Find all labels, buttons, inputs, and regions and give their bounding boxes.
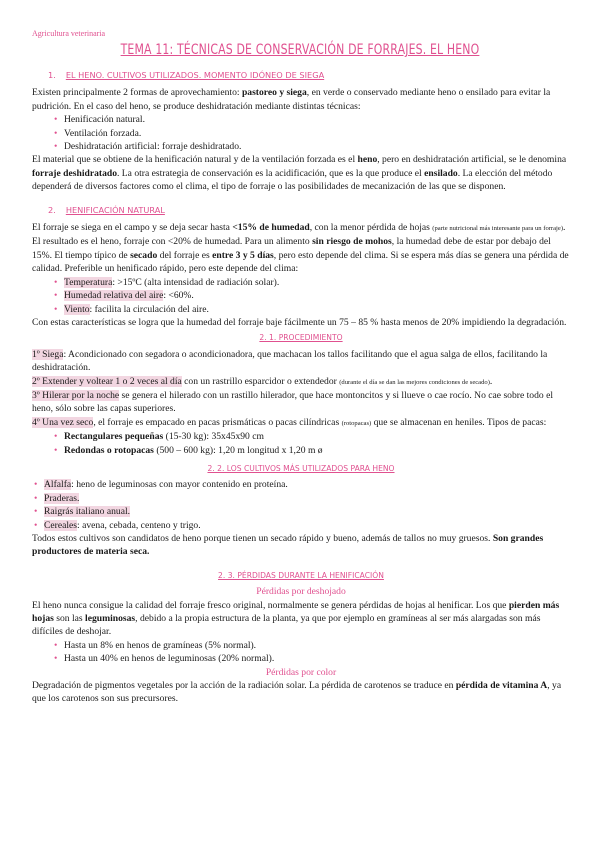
section-1-heading bbox=[32, 69, 570, 82]
list-item: • Deshidratación artificial: forraje deshidratado. bbox=[54, 140, 570, 153]
course-header: Agricultura veterinaria bbox=[32, 29, 106, 38]
list-item: • Hasta un 40% en henos de leguminosas (20% normal). bbox=[54, 652, 570, 665]
list-item: • Redondas o rotopacas (500 – 600 kg): 1,20 m longitud x 1,20 m ø bbox=[54, 444, 570, 457]
section-2-title: HENIFICACIÓN NATURAL bbox=[65, 204, 165, 215]
step-2: 2º Extender y voltear 1 o 2 veces al día con un rastrillo esparcidor o extendedor (durante el día se dan las mejores condiciones de secado). bbox=[32, 375, 493, 387]
list-item: • Temperatura: >15ºC (alta intensidad de radiación solar). bbox=[54, 276, 570, 289]
list-item: • Ventilación forzada. bbox=[54, 127, 570, 140]
list-item: • Rectangulares pequeñas (15-30 kg): 35x45x90 cm bbox=[54, 430, 570, 443]
section-1-paragraph-2: El material que se obtiene de la henificación natural y de la ventilación forzada es el heno, pero en deshidratación artificial, se le denomina forraje deshidratado. La otra estrategia de conservación es la acidificación, que es la que produce el ensilado. La elección del método dependerá de diversos factores como el clima, el tipo de forraje o las posibilidades de mecanización de las que se disponen. bbox=[32, 154, 567, 193]
section-2-number: 2. bbox=[48, 204, 56, 215]
section-1-title: EL HENO. CULTIVOS UTILIZADOS. MOMENTO IDÓNEO DE SIEGA bbox=[65, 70, 325, 80]
list-item: • Raigrás italiano anual. bbox=[34, 505, 570, 518]
list-item: • Viento: facilita la circulación del aire. bbox=[54, 303, 570, 316]
subsection-2-3-heading: 2. 3. PÉRDIDAS DURANTE LA HENIFICACIÓN bbox=[218, 570, 384, 580]
section-2-heading bbox=[32, 204, 570, 217]
section-2-3-paragraph-1: El heno nunca consigue la calidad del forraje fresco original, normalmente se genera pérdidas de hojas al henificar. Los que pierden más hojas son las leguminosas, debido a la propia estructura de la planta, ya que por ejemplo en gramíneas al ser más alargadas son más difíciles de deshojar. bbox=[32, 599, 560, 638]
climate-list bbox=[32, 276, 570, 316]
section-2-3-paragraph-2: Degradación de pigmentos vegetales por la acción de la radiación solar. La pérdida de carotenos se traduce en pérdida de vitamina A, ya que los carotenos son sus precursores. bbox=[32, 680, 562, 705]
page-title: TEMA 11: TÉCNICAS DE CONSERVACIÓN DE FORRAJES. EL HENO bbox=[120, 42, 480, 58]
section-2-paragraph-2: Con estas características se logra que la humedad del forraje baje fácilmente un 75 – 85 % hasta menos de 20% impidiendo la degradación. bbox=[32, 316, 567, 328]
losses-list bbox=[32, 639, 570, 666]
list-item: • Hasta un 8% en henos de gramíneas (5% normal). bbox=[54, 639, 570, 652]
list-item: • Cereales: avena, cebada, centeno y trigo. bbox=[34, 519, 570, 532]
list-item: • Praderas. bbox=[34, 492, 570, 505]
list-item: • Alfalfa: heno de leguminosas con mayor contenido en proteína. bbox=[34, 478, 570, 491]
step-3: 3º Hilerar por la noche se genera el hilerado con un rastillo hilerador, que hace montoncitos y si llueve o cae rocío. No cae sobre todo el heno, sólo sobre las capas superiores. bbox=[32, 389, 554, 415]
step-1: 1º Siega: Acondicionado con segadora o acondicionadora, que machacan los tallos facilitando que el agua salga de ellos, facilitando la deshidratación. bbox=[32, 348, 548, 374]
subsection-2-1-heading: 2. 1. PROCEDIMIENTO bbox=[259, 333, 343, 343]
list-item: • Henificación natural. bbox=[54, 113, 570, 126]
list-item: • Humedad relativa del aire: <60%. bbox=[54, 289, 570, 302]
step-4: 4º Una vez seco, el forraje es empacado en pacas prismáticas o pacas cilíndricas (rotopacas) que se almacenan en heniles. Tipos de pacas: bbox=[32, 416, 547, 428]
losses-color-subtitle: Pérdidas por color bbox=[265, 666, 337, 678]
document-body bbox=[32, 66, 570, 706]
section-2-2-paragraph: Todos estos cultivos son candidatos de heno porque tienen un secado rápido y bueno, además de tallos no muy gruesos. Son grandes productores de materia seca. bbox=[32, 533, 544, 558]
subsection-2-2-heading: 2. 2. LOS CULTIVOS MÁS UTILIZADOS PARA HENO bbox=[207, 463, 395, 473]
section-1-list bbox=[32, 113, 570, 153]
section-2-paragraph-1: El forraje se siega en el campo y se deja secar hasta <15% de humedad, con la menor pérdida de hojas (parte nutricional más interesante para un forraje). El resultado es el heno, forraje con <20% de humedad. Para un alimento sin riesgo de mohos, la humedad debe de estar por debajo del 15%. El tiempo típico de secado del forraje es entre 3 y 5 días, pero esto depende del clima. Si se espera más días se genera una pérdida de calidad. Preferible un henificado rápido, pero este depende del clima: bbox=[32, 222, 569, 275]
section-1-number: 1. bbox=[48, 70, 56, 80]
bale-types-list bbox=[32, 430, 570, 457]
crops-list bbox=[32, 478, 570, 532]
section-1-paragraph-1: Existen principalmente 2 formas de aprovechamiento: pastoreo y siega, en verde o conservado mediante heno o ensilado para evitar la pudrición. En el caso del heno, se produce deshidratación mediante distintas técnicas: bbox=[32, 87, 551, 112]
losses-defoliation-subtitle: Pérdidas por deshojado bbox=[256, 586, 346, 598]
